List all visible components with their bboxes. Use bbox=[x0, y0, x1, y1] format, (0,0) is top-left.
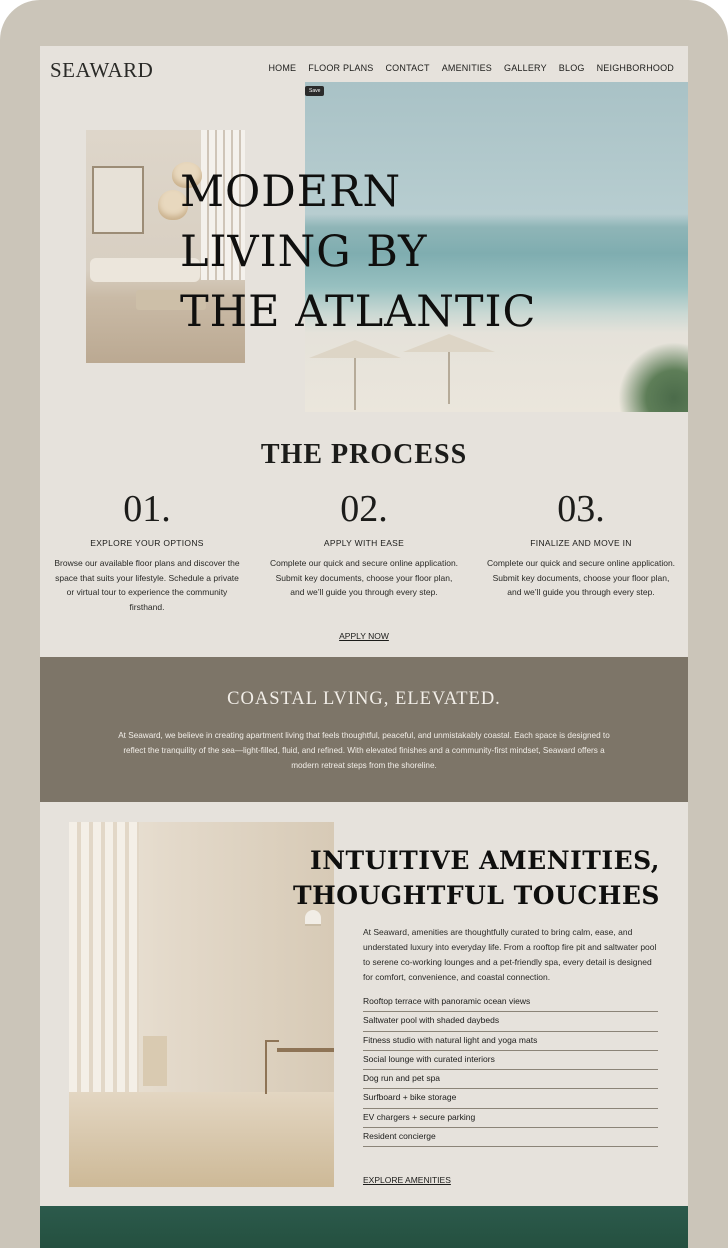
nav-home[interactable]: HOME bbox=[268, 63, 297, 73]
step-description: Complete our quick and secure online application. Submit key documents, choose your floor plan, and we’ll guide you through every step. bbox=[486, 558, 676, 598]
step-number: 02. bbox=[340, 488, 388, 530]
coastal-living-band bbox=[40, 657, 688, 802]
amenities-list bbox=[363, 993, 658, 1147]
process-title: THE PROCESS bbox=[260, 439, 468, 470]
hero-title-line: MODERN bbox=[180, 167, 402, 217]
ocean-aerial-band bbox=[40, 1206, 688, 1248]
beach-umbrella bbox=[309, 340, 401, 410]
beach-umbrella bbox=[403, 334, 495, 404]
step-description: Complete our quick and secure online application. Submit key documents, choose your floor plan, and we’ll guide you through every step. bbox=[269, 558, 459, 598]
step-number: 01. bbox=[123, 488, 171, 530]
nav-gallery[interactable]: GALLERY bbox=[504, 63, 547, 73]
nav-floor-plans[interactable]: FLOOR PLANS bbox=[308, 63, 374, 73]
save-button[interactable]: Save bbox=[305, 86, 324, 96]
process-step-3 bbox=[486, 486, 676, 600]
website bbox=[40, 46, 688, 1248]
hero-title-line: LIVING BY bbox=[180, 227, 428, 277]
list-item: Social lounge with curated interiors bbox=[363, 1051, 658, 1070]
amenities-description: At Seaward, amenities are thoughtfully curated to bring calm, ease, and understated luxury into everyday life. From a rooftop fire pit and saltwater pool to serene co-working lounges and a pet-friendly spa, every detail is designed for comfort, convenience, and coastal connection. bbox=[363, 927, 657, 982]
amenities-title-line: THOUGHTFUL TOUCHES bbox=[292, 881, 660, 910]
amenities-title-line: INTUITIVE AMENITIES, bbox=[310, 846, 660, 875]
side-cabinet bbox=[143, 1036, 167, 1086]
step-number: 03. bbox=[557, 488, 605, 530]
list-item: Rooftop terrace with panoramic ocean views bbox=[363, 993, 658, 1012]
list-item: EV chargers + secure parking bbox=[363, 1109, 658, 1128]
step-title: EXPLORE YOUR OPTIONS bbox=[90, 538, 204, 548]
explore-amenities-link[interactable]: EXPLORE AMENITIES bbox=[363, 1175, 451, 1185]
step-title: FINALIZE AND MOVE IN bbox=[530, 538, 632, 548]
list-item: Surfboard + bike storage bbox=[363, 1089, 658, 1108]
coastal-title: COASTAL LVING, ELEVATED. bbox=[227, 689, 501, 709]
site-logo[interactable]: SEAWARD bbox=[50, 58, 154, 82]
list-item: Dog run and pet spa bbox=[363, 1070, 658, 1089]
room-artwork bbox=[92, 166, 144, 234]
nav-neighborhood[interactable]: NEIGHBORHOOD bbox=[596, 63, 674, 73]
apply-now-link[interactable]: APPLY NOW bbox=[339, 631, 389, 641]
hero-title bbox=[180, 162, 536, 342]
process-step-1 bbox=[52, 486, 242, 615]
process-step-2 bbox=[269, 486, 459, 600]
room-floor bbox=[69, 1092, 334, 1187]
nav-contact[interactable]: CONTACT bbox=[385, 63, 430, 73]
nav-blog[interactable]: BLOG bbox=[558, 63, 585, 73]
nav-amenities[interactable]: AMENITIES bbox=[441, 63, 493, 73]
list-item: Saltwater pool with shaded daybeds bbox=[363, 1012, 658, 1031]
list-item: Resident concierge bbox=[363, 1128, 658, 1147]
dining-table bbox=[277, 1048, 334, 1052]
hero-title-line: THE ATLANTIC bbox=[180, 287, 537, 337]
step-description: Browse our available floor plans and discover the space that suits your lifestyle. Schedule a private or virtual tour to experience the community firsthand. bbox=[54, 558, 240, 613]
step-title: APPLY WITH EASE bbox=[323, 538, 405, 548]
list-item: Fitness studio with natural light and yoga mats bbox=[363, 1032, 658, 1051]
main-nav bbox=[268, 63, 674, 73]
palm-foliage bbox=[618, 342, 688, 412]
coastal-body: At Seaward, we believe in creating apartment living that feels thoughtful, peaceful, and unmistakably coastal. Each space is designed to reflect the tranquility of the sea—light-filled, fluid, and refined. With elevated finishes and a community-first mindset, Seaward offers a modern retreat steps from the shoreline. bbox=[118, 731, 610, 770]
amenities-title bbox=[293, 843, 660, 913]
